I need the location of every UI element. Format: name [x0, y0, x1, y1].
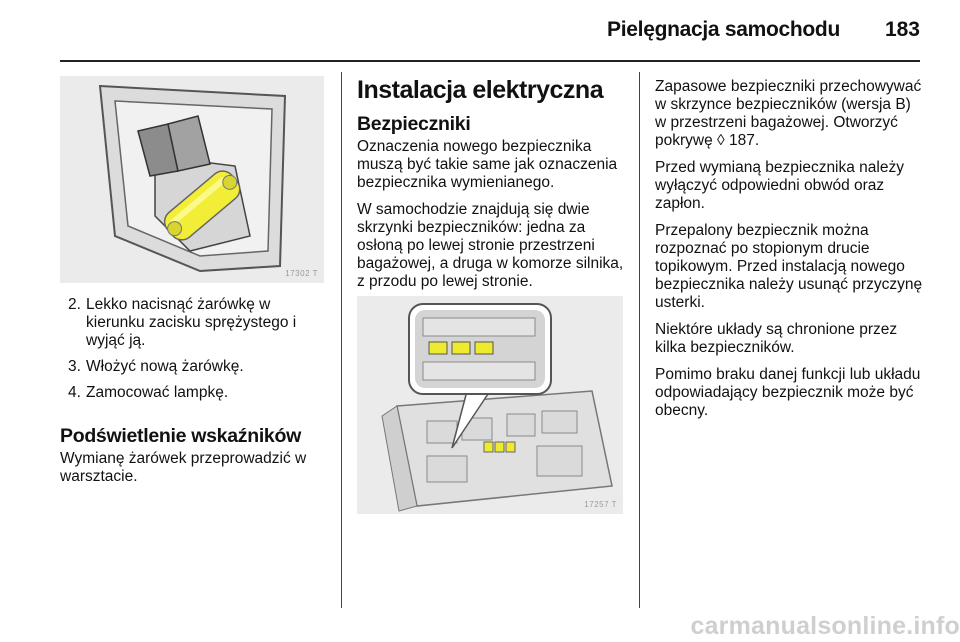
- paragraph: [655, 78, 923, 150]
- paragraph: Oznaczenia nowego bezpiecznika muszą być takie same jak oznaczenia bezpiecznika wymienianego.: [357, 138, 618, 191]
- column-divider-1: [341, 72, 342, 608]
- left-column: [60, 296, 328, 495]
- step-number: 2.: [68, 296, 81, 313]
- fuse-box-illustration: [357, 296, 623, 514]
- paragraph: Przed wymianą bezpiecznika należy wyłączyć odpowiedni obwód oraz zapłon.: [655, 159, 904, 212]
- right-column: [655, 78, 923, 429]
- paragraph: Wymianę żarówek przeprowadzić w warsztacie.: [60, 450, 307, 485]
- figure-code: 17302 T: [285, 269, 318, 278]
- step-text: Zamocować lampkę.: [86, 384, 229, 401]
- step-number: 3.: [68, 358, 81, 375]
- paragraph: Przepalony bezpiecznik można rozpoznać po stopionym drucie topikowym. Przed instalacją nowego bezpiecznika należy usunąć przyczynę usterki.: [655, 222, 923, 311]
- bulb-illustration: [60, 76, 324, 283]
- paragraph: Niektóre układy są chronione przez kilka bezpieczników.: [655, 321, 898, 356]
- pointer-triangle-icon: ◊: [717, 132, 725, 149]
- figure-code: 17257 T: [584, 500, 617, 509]
- paragraph: W samochodzie znajdują się dwie skrzynki bezpieczników: jedna za osłoną po lewej stronie przestrzeni bagażowej, a druga w komorze silnika, z przodu po lewej stronie.: [357, 201, 624, 290]
- list-item: [60, 358, 328, 376]
- step-text: Lekko nacisnąć żarówkę w kierunku zacisku sprężystego i wyjąć ją.: [86, 296, 297, 349]
- step-text: Włożyć nową żarówkę.: [86, 358, 244, 375]
- step-number: 4.: [68, 384, 81, 401]
- paragraph-text: Zapasowe bezpieczniki przechowywać w skrzynce bezpieczników (wersja B) w przestrzeni bagażowej. Otworzyć pokrywę: [655, 78, 922, 149]
- page-title: Pielęgnacja samochodu: [607, 18, 840, 41]
- section-title: Instalacja elektryczna: [357, 76, 604, 104]
- list-item: [60, 384, 328, 402]
- page-reference[interactable]: 187.: [729, 132, 760, 149]
- subsection-title: Bezpieczniki: [357, 113, 471, 135]
- header-divider: [60, 60, 920, 62]
- watermark: carmanualsonline.info: [690, 612, 960, 640]
- section-heading: Podświetlenie wskaźników: [60, 425, 301, 447]
- middle-column: [357, 76, 625, 300]
- page-number: 183: [884, 18, 920, 41]
- list-item: [60, 296, 328, 350]
- column-divider-2: [639, 72, 640, 608]
- paragraph: Pomimo braku danej funkcji lub układu odpowiadający bezpiecznik może być obecny.: [655, 366, 921, 419]
